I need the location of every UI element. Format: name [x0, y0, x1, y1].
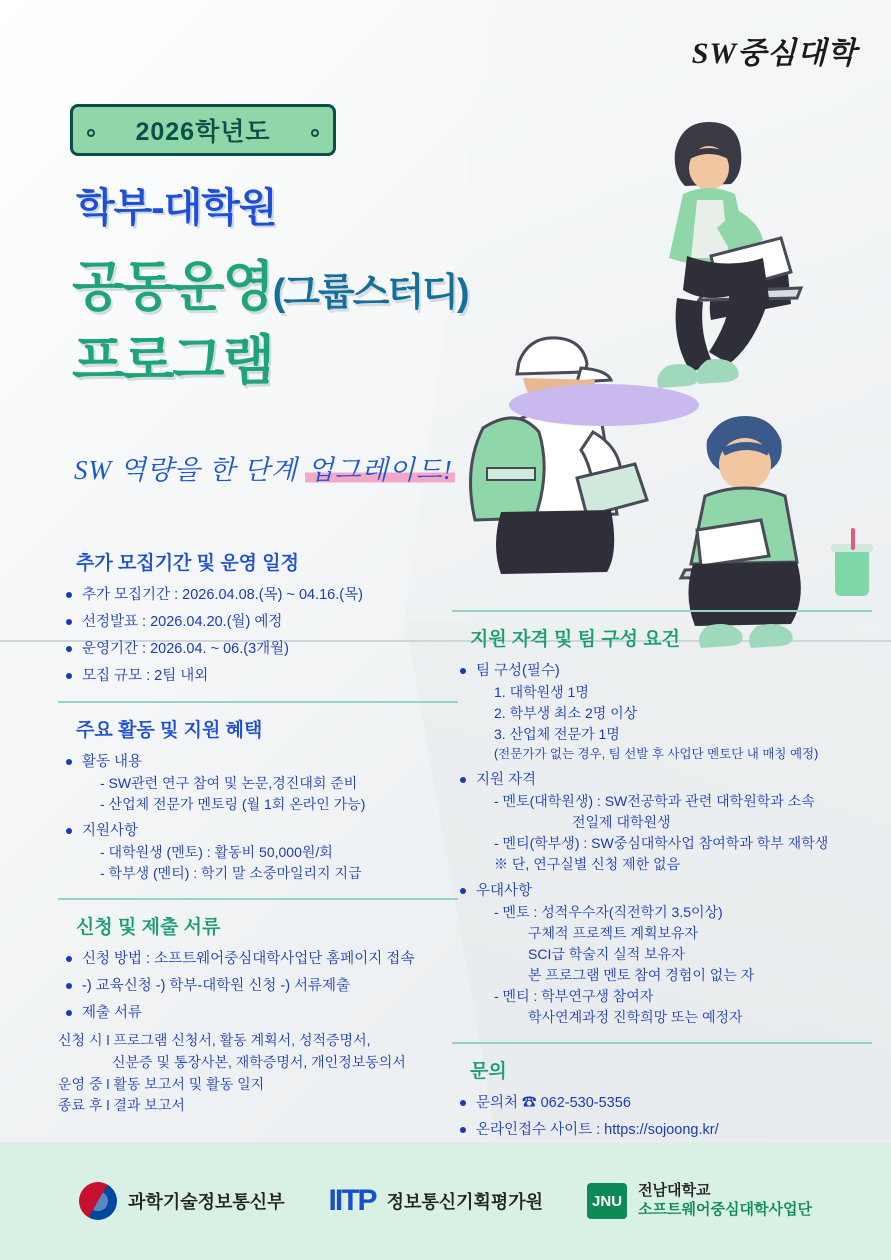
- support-sub-line: - 멘토(대학원생) : SW전공학과 관련 대학원학과 소속: [494, 792, 815, 809]
- apply-note-line: 신분증 및 통장사본, 재학증명서, 개인정보동의서: [112, 1053, 406, 1070]
- activity-sub-line: - 산업체 전문가 멘토링 (월 1회 온라인 가능): [100, 796, 366, 813]
- list-item: 선정발표 : 2026.04.20.(월) 예정: [58, 612, 458, 633]
- pref-sub-line: 학사연계과정 진학희망 또는 예정자: [528, 1008, 743, 1025]
- section-activities-title: 주요 활동 및 지원 혜택: [76, 720, 263, 742]
- divider: [452, 610, 872, 612]
- activities-list: [58, 752, 458, 884]
- title-line-3: 프로그램: [72, 331, 273, 391]
- team-title-label: 팀 구성(필수): [476, 663, 560, 679]
- team-sub-note: (전문가가 없는 경우, 팀 선발 후 사업단 멘토단 내 매칭 예정): [494, 747, 819, 762]
- left-content-column: [58, 548, 458, 1117]
- section-activities: [58, 715, 458, 884]
- footer-org-iitp-label: 정보통신기획평가원: [386, 1192, 544, 1212]
- list-item: [58, 752, 458, 815]
- title-line-1: 학부-대학원: [76, 186, 277, 230]
- tagline-highlight: 업그레이드!: [307, 455, 453, 485]
- activity-item-label: 지원사항: [82, 823, 139, 840]
- section-qualification-title: 지원 자격 및 팀 구성 요건: [470, 629, 680, 650]
- list-item: [58, 821, 458, 884]
- pref-sub-line: 본 프로그램 멘토 참여 경험이 없는 자: [528, 966, 755, 983]
- tagline-text: SW 역량을 한 단계: [74, 455, 306, 485]
- list-item: [452, 661, 872, 764]
- jnu-logo-icon: JNU: [587, 1183, 627, 1219]
- list-item: 추가 모집기간 : 2026.04.08.(목) ~ 04.16.(목): [58, 585, 458, 606]
- footer-org-jnu-line2: 소프트웨어중심대학사업단: [638, 1201, 812, 1218]
- list-item: 운영기간 : 2026.04. ~ 06.(3개월): [58, 639, 458, 660]
- apply-note-line: 종료 후 l 결과 보고서: [58, 1097, 185, 1114]
- activity-item-label: 활동 내용: [82, 754, 143, 771]
- list-item: [452, 770, 872, 875]
- section-contact: [452, 1056, 872, 1141]
- tagline: [74, 448, 455, 487]
- title-line-2-main: 공동운영: [72, 257, 273, 317]
- purple-ellipse-shape: [509, 384, 699, 426]
- support-title-label: 지원 자격: [476, 771, 537, 788]
- list-item: 문의처 ☎ 062-530-5356: [452, 1093, 872, 1114]
- list-item: -) 교육신청 -) 학부-대학원 신청 -) 서류제출: [58, 976, 458, 997]
- schedule-list: [58, 585, 458, 687]
- students-illustration-icon: [461, 60, 891, 660]
- section-schedule: [58, 548, 458, 687]
- activity-sub-line: - 학부생 (멘티) : 학기 말 소중마일리지 지급: [100, 865, 362, 882]
- apply-note-line: 운영 중 l 활동 보고서 및 활동 일지: [58, 1075, 265, 1092]
- pref-sub-line: 구체적 프로젝트 계획보유자: [528, 924, 699, 941]
- qualification-list: [452, 661, 872, 1028]
- footer-org-jnu-label: [638, 1182, 812, 1220]
- team-sub-line: 1. 대학원생 1명: [494, 684, 589, 701]
- badge-hole-right-icon: [311, 129, 319, 137]
- section-apply-title: 신청 및 제출 서류: [76, 917, 221, 939]
- divider: [452, 1042, 872, 1044]
- footer-org-jnu: [587, 1182, 812, 1220]
- apply-list: [58, 949, 458, 1024]
- section-contact-title: 문의: [470, 1060, 507, 1082]
- drink-cup-icon: [835, 550, 869, 596]
- section-qualification: [452, 624, 872, 1028]
- support-sub-line: 전일제 대학원생: [572, 813, 671, 830]
- illustration: [461, 60, 891, 660]
- support-sub-note: ※ 단, 연구실별 신청 제한 없음: [494, 855, 681, 872]
- divider: [58, 701, 458, 703]
- contact-list: [452, 1093, 872, 1141]
- footer-org-msit: [79, 1182, 285, 1220]
- team-sub-line: 2. 학부생 최소 2명 이상: [494, 705, 638, 722]
- list-item: 신청 방법 : 소프트웨어중심대학사업단 홈페이지 접속: [58, 949, 458, 970]
- pref-sub-line: SCI급 학술지 실적 보유자: [528, 945, 685, 962]
- iitp-logo-icon: IITP: [328, 1184, 376, 1217]
- divider: [58, 898, 458, 900]
- list-item: 제출 서류: [58, 1003, 458, 1024]
- apply-note-line: 신청 시 l 프로그램 신청서, 활동 계획서, 성적증명서,: [58, 1032, 371, 1049]
- title-line-2: [72, 244, 468, 321]
- year-badge-label: 2026학년도: [135, 118, 271, 146]
- footer-logos: [0, 1142, 891, 1260]
- pref-sub-line: - 멘토 : 성적우수자(직전학기 3.5이상): [494, 903, 723, 920]
- title-line-2-paren: (그룹스터디): [272, 272, 468, 314]
- brand-logo: SW중심대학: [691, 37, 857, 70]
- support-sub-line: - 멘티(학부생) : SW중심대학사업 참여학과 학부 재학생: [494, 834, 829, 851]
- badge-hole-left-icon: [87, 129, 95, 137]
- year-badge: [70, 104, 336, 156]
- section-schedule-title: 추가 모집기간 및 운영 일정: [76, 553, 300, 574]
- team-sub-line: 3. 산업체 전문가 1명: [494, 726, 620, 743]
- right-content-column: [452, 610, 872, 1147]
- list-item[interactable]: 온라인접수 사이트 : https://sojoong.kr/: [452, 1120, 872, 1141]
- footer-org-jnu-line1: 전남대학교: [638, 1182, 711, 1200]
- section-apply: [58, 912, 458, 1117]
- activity-sub-line: - SW관련 연구 참여 및 논문,경진대회 준비: [100, 775, 358, 792]
- footer-org-iitp: [329, 1184, 544, 1218]
- taegeuk-icon: [79, 1182, 117, 1220]
- activity-sub-line: - 대학원생 (멘토) : 활동비 50,000원/회: [100, 844, 333, 861]
- list-item: [452, 881, 872, 1028]
- pref-sub-line: - 멘티 : 학부연구생 참여자: [494, 987, 654, 1004]
- pref-title-label: 우대사항: [476, 882, 533, 899]
- footer-org-msit-label: 과학기술정보통신부: [128, 1192, 285, 1212]
- list-item: 모집 규모 : 2팀 내외: [58, 666, 458, 687]
